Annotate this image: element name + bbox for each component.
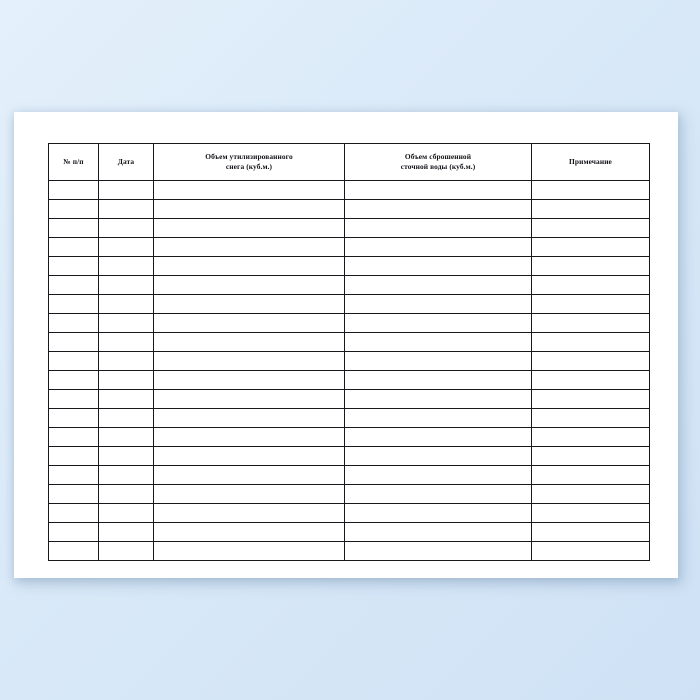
cell-date[interactable] (99, 295, 154, 314)
cell-date[interactable] (99, 314, 154, 333)
cell-snow-volume[interactable] (154, 447, 345, 466)
cell-wastewater-volume[interactable] (345, 485, 532, 504)
table-row (49, 257, 650, 276)
cell-note[interactable] (532, 485, 650, 504)
cell-number[interactable] (49, 390, 99, 409)
cell-snow-volume[interactable] (154, 485, 345, 504)
cell-snow-volume[interactable] (154, 542, 345, 561)
registration-table (48, 143, 650, 561)
cell-number[interactable] (49, 371, 99, 390)
cell-note[interactable] (532, 466, 650, 485)
cell-wastewater-volume[interactable] (345, 390, 532, 409)
cell-wastewater-volume[interactable] (345, 542, 532, 561)
cell-number[interactable] (49, 333, 99, 352)
cell-snow-volume[interactable] (154, 409, 345, 428)
cell-number[interactable] (49, 542, 99, 561)
cell-snow-volume[interactable] (154, 200, 345, 219)
cell-number[interactable] (49, 409, 99, 428)
cell-wastewater-volume[interactable] (345, 333, 532, 352)
cell-wastewater-volume[interactable] (345, 219, 532, 238)
table-row (49, 409, 650, 428)
cell-wastewater-volume[interactable] (345, 238, 532, 257)
table-row (49, 466, 650, 485)
table-header-row (49, 144, 650, 181)
table-row (49, 200, 650, 219)
cell-number[interactable] (49, 447, 99, 466)
column-header-wastewater-volume: Объем сброшенной сточной воды (куб.м.) (345, 144, 532, 181)
table-header (49, 144, 650, 181)
cell-date[interactable] (99, 523, 154, 542)
table-row (49, 542, 650, 561)
cell-snow-volume[interactable] (154, 504, 345, 523)
table-row (49, 447, 650, 466)
cell-note[interactable] (532, 447, 650, 466)
cell-note[interactable] (532, 409, 650, 428)
cell-note[interactable] (532, 295, 650, 314)
cell-date[interactable] (99, 257, 154, 276)
cell-number[interactable] (49, 504, 99, 523)
table-area (48, 143, 644, 547)
cell-number[interactable] (49, 466, 99, 485)
cell-snow-volume[interactable] (154, 428, 345, 447)
cell-note[interactable] (532, 276, 650, 295)
cell-number[interactable] (49, 314, 99, 333)
column-header-date: Дата (99, 144, 154, 181)
cell-number[interactable] (49, 485, 99, 504)
cell-date[interactable] (99, 466, 154, 485)
column-header-snow-volume: Объем утилизированного снега (куб.м.) (154, 144, 345, 181)
cell-note[interactable] (532, 181, 650, 200)
cell-date[interactable] (99, 485, 154, 504)
cell-snow-volume[interactable] (154, 523, 345, 542)
cell-snow-volume[interactable] (154, 333, 345, 352)
cell-date[interactable] (99, 504, 154, 523)
table-row (49, 276, 650, 295)
cell-wastewater-volume[interactable] (345, 428, 532, 447)
cell-wastewater-volume[interactable] (345, 276, 532, 295)
cell-number[interactable] (49, 352, 99, 371)
cell-note[interactable] (532, 542, 650, 561)
cell-snow-volume[interactable] (154, 466, 345, 485)
table-row (49, 219, 650, 238)
cell-date[interactable] (99, 181, 154, 200)
cell-number[interactable] (49, 523, 99, 542)
cell-date[interactable] (99, 219, 154, 238)
column-header-number: № п/п (49, 144, 99, 181)
table-row (49, 428, 650, 447)
table-row (49, 333, 650, 352)
cell-snow-volume[interactable] (154, 219, 345, 238)
cell-number[interactable] (49, 219, 99, 238)
cell-wastewater-volume[interactable] (345, 200, 532, 219)
cell-note[interactable] (532, 257, 650, 276)
cell-date[interactable] (99, 333, 154, 352)
cell-wastewater-volume[interactable] (345, 257, 532, 276)
cell-number[interactable] (49, 428, 99, 447)
cell-number[interactable] (49, 257, 99, 276)
cell-wastewater-volume[interactable] (345, 466, 532, 485)
table-row (49, 485, 650, 504)
cell-date[interactable] (99, 200, 154, 219)
cell-number[interactable] (49, 238, 99, 257)
cell-number[interactable] (49, 276, 99, 295)
cell-note[interactable] (532, 200, 650, 219)
cell-snow-volume[interactable] (154, 352, 345, 371)
cell-snow-volume[interactable] (154, 257, 345, 276)
cell-note[interactable] (532, 333, 650, 352)
cell-snow-volume[interactable] (154, 314, 345, 333)
cell-number[interactable] (49, 181, 99, 200)
cell-wastewater-volume[interactable] (345, 447, 532, 466)
cell-wastewater-volume[interactable] (345, 181, 532, 200)
cell-wastewater-volume[interactable] (345, 523, 532, 542)
cell-date[interactable] (99, 276, 154, 295)
cell-snow-volume[interactable] (154, 276, 345, 295)
table-row (49, 238, 650, 257)
table-row (49, 504, 650, 523)
cell-note[interactable] (532, 238, 650, 257)
cell-note[interactable] (532, 390, 650, 409)
cell-date[interactable] (99, 390, 154, 409)
table-row (49, 181, 650, 200)
cell-number[interactable] (49, 295, 99, 314)
table-row (49, 523, 650, 542)
cell-note[interactable] (532, 352, 650, 371)
cell-date[interactable] (99, 447, 154, 466)
cell-wastewater-volume[interactable] (345, 371, 532, 390)
cell-note[interactable] (532, 504, 650, 523)
cell-note[interactable] (532, 219, 650, 238)
cell-wastewater-volume[interactable] (345, 314, 532, 333)
cell-wastewater-volume[interactable] (345, 504, 532, 523)
cell-number[interactable] (49, 200, 99, 219)
cell-note[interactable] (532, 314, 650, 333)
cell-date[interactable] (99, 542, 154, 561)
table-row (49, 371, 650, 390)
column-header-note: Примечание (532, 144, 650, 181)
cell-snow-volume[interactable] (154, 295, 345, 314)
paper-sheet (14, 112, 678, 578)
cell-note[interactable] (532, 428, 650, 447)
cell-snow-volume[interactable] (154, 390, 345, 409)
cell-date[interactable] (99, 428, 154, 447)
table-row (49, 352, 650, 371)
cell-snow-volume[interactable] (154, 181, 345, 200)
cell-note[interactable] (532, 523, 650, 542)
cell-date[interactable] (99, 371, 154, 390)
cell-note[interactable] (532, 371, 650, 390)
cell-date[interactable] (99, 238, 154, 257)
table-row (49, 314, 650, 333)
cell-wastewater-volume[interactable] (345, 295, 532, 314)
table-row (49, 295, 650, 314)
cell-date[interactable] (99, 409, 154, 428)
cell-date[interactable] (99, 352, 154, 371)
cell-snow-volume[interactable] (154, 371, 345, 390)
table-body (49, 181, 650, 561)
cell-wastewater-volume[interactable] (345, 409, 532, 428)
table-row (49, 390, 650, 409)
cell-wastewater-volume[interactable] (345, 352, 532, 371)
cell-snow-volume[interactable] (154, 238, 345, 257)
